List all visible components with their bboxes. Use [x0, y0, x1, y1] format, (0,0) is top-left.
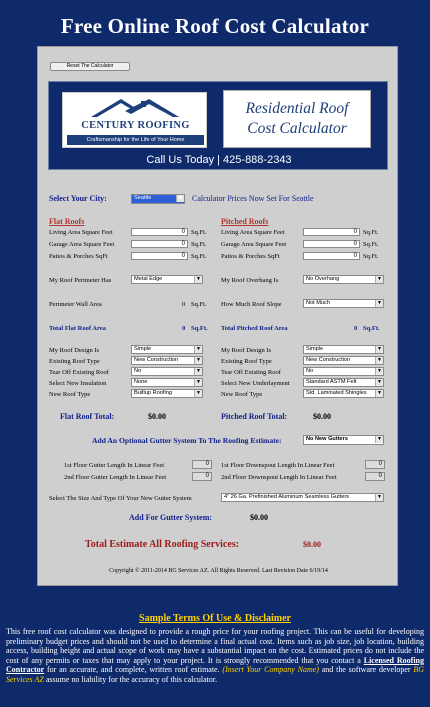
calculator-panel [37, 46, 398, 586]
chevron-down-icon: ▼ [194, 357, 202, 364]
pitched-patio-unit: Sq.Ft. [363, 253, 379, 260]
pitched-total-area-label: Total Pitched Roof Area [221, 325, 288, 332]
second-downspout-label: 2nd Floor Downspout Length In Linear Feet [221, 474, 337, 481]
flat-wall-value: 0 [182, 301, 186, 308]
gutter-type-select[interactable] [221, 493, 384, 502]
company-name-placeholder: (Insert Your Company Name) [222, 665, 319, 674]
city-select-value: Seattle [134, 195, 152, 201]
pitched-design-value: Simple [306, 346, 324, 352]
flat-roofs-heading: Flat Roofs [49, 217, 85, 226]
pitched-design-label: My Roof Design Is [221, 347, 272, 354]
terms-paragraph-4: assume no liability for the accuracy of this calculator. [45, 674, 218, 684]
chevron-down-icon: ▼ [194, 276, 202, 283]
terms-paragraph-3: and the software developer [321, 665, 411, 674]
second-gutter-input[interactable]: 0 [192, 472, 212, 481]
gutter-type-value: 4" 26 Ga. Prefinished Aluminum Seamless Gutters [224, 494, 350, 500]
flat-newtype-label: New Roof Type [49, 391, 91, 398]
grand-total-label: Total Estimate All Roofing Services: [85, 539, 240, 550]
flat-total-area-label: Total Flat Roof Area [49, 325, 106, 332]
terms-paragraph-1: This free roof cost calculator was designed to provide a rough price for your roofing project. This can be useful for developing preliminary budget prices and should not be used to determine a final actual cost. Items such as job size, job location, building access, building height and actual scope of work may have a substantial impact on the cost. Estimated prices do not include the cost of any permits or taxes that may apply to your project. It is strongly recommended that you contact a [6, 627, 424, 665]
gutter-total-value: $0.00 [250, 513, 268, 522]
chevron-down-icon: ▼ [375, 276, 383, 283]
terms-body [6, 627, 424, 684]
pitched-garage-input[interactable]: 0 [303, 240, 360, 248]
flat-perimeter-value: Metal Edge [134, 276, 163, 282]
flat-insulation-label: Select New Insulation [49, 380, 107, 387]
pitched-overhang-label: My Roof Overhang Is [221, 277, 279, 284]
flat-perimeter-select[interactable] [131, 275, 203, 284]
pitched-patio-label: Patios & Porches SqFt [221, 253, 280, 260]
pitched-slope-label: How Much Roof Slope [221, 301, 282, 308]
flat-design-label: My Roof Design Is [49, 347, 100, 354]
chevron-down-icon: ▼ [375, 379, 383, 386]
gutter-select[interactable] [303, 435, 384, 445]
pitched-living-input[interactable]: 0 [303, 228, 360, 236]
calc-title-line1: Residential Roof [245, 100, 349, 117]
century-roofing-logo [62, 92, 207, 148]
second-downspout-input[interactable]: 0 [365, 472, 385, 481]
flat-newtype-value: Builtup Roofing [134, 390, 172, 396]
pitched-existing-select[interactable] [303, 356, 384, 365]
flat-design-select[interactable] [131, 345, 203, 354]
flat-existing-select[interactable] [131, 356, 203, 365]
pitched-total-area-value: 0 [354, 325, 358, 332]
first-gutter-label: 1st Floor Gutter Length In Linear Feet [64, 462, 165, 469]
gutter-prompt: Add An Optional Gutter System To The Roofing Estimate: [92, 436, 282, 445]
call-us-phone: Call Us Today | 425-888-2343 [146, 154, 292, 166]
pitched-tearoff-value: No [306, 368, 314, 374]
city-select[interactable] [131, 194, 185, 204]
chevron-down-icon: ▼ [375, 494, 383, 501]
flat-garage-label: Garage Area Square Feet [49, 241, 115, 248]
flat-existing-label: Existing Roof Type [49, 358, 100, 365]
reset-button[interactable]: Reset The Calculator [50, 62, 130, 71]
second-gutter-label: 2nd Floor Gutter Length In Linear Feet [64, 474, 167, 481]
flat-living-input[interactable]: 0 [131, 228, 188, 236]
calculator-title-box [223, 90, 371, 148]
pitched-cost-value: $0.00 [313, 412, 331, 421]
pitched-cost-label: Pitched Roof Total: [221, 412, 288, 421]
chevron-down-icon: ▼ [194, 346, 202, 353]
pitched-garage-label: Garage Area Square Feet [221, 241, 287, 248]
first-downspout-label: 1st Floor Downspout Length In Linear Feet [221, 462, 335, 469]
pitched-tearoff-select[interactable] [303, 367, 384, 376]
pitched-living-unit: Sq.Ft. [363, 229, 379, 236]
chevron-down-icon: ▼ [176, 195, 184, 202]
city-note: Calculator Prices Now Set For Seattle [192, 194, 314, 203]
calc-title-line2: Cost Calculator [247, 120, 347, 137]
flat-wall-unit: Sq.Ft. [191, 301, 207, 308]
flat-living-label: Living Area Square Feet [49, 229, 113, 236]
pitched-slope-value: Not Much [306, 300, 330, 306]
grand-total-value: $0.00 [303, 540, 321, 549]
flat-total-area-unit: Sq.Ft. [191, 325, 208, 332]
flat-wall-label: Perimeter Wall Area [49, 301, 102, 308]
page-title: Free Online Roof Cost Calculator [60, 14, 370, 38]
pitched-garage-unit: Sq.Ft. [363, 241, 379, 248]
flat-cost-label: Flat Roof Total: [60, 412, 115, 421]
chevron-down-icon: ▼ [194, 379, 202, 386]
gutter-total-label: Add For Gutter System: [129, 513, 213, 522]
first-gutter-input[interactable]: 0 [192, 460, 212, 469]
flat-patio-unit: Sq.Ft. [191, 253, 207, 260]
roof-logo-icon [85, 95, 185, 121]
pitched-underlayment-select[interactable] [303, 378, 384, 387]
flat-living-unit: Sq.Ft. [191, 229, 207, 236]
city-label: Select Your City: [49, 194, 107, 203]
flat-garage-input[interactable]: 0 [131, 240, 188, 248]
copyright-text: Copyright © 2011-2014 BG Services AZ. All Rights Reserved. Last Revision Date 6/19/14 [109, 568, 328, 574]
gutter-select-value: No New Gutters [306, 436, 348, 442]
pitched-existing-value: New Construction [306, 357, 351, 363]
pitched-living-label: Living Area Square Feet [221, 229, 285, 236]
chevron-down-icon: ▼ [375, 300, 383, 307]
flat-total-area-value: 0 [182, 325, 186, 332]
pitched-design-select[interactable] [303, 345, 384, 354]
logo-tagline: Craftsmanship for the Life of Your Home [67, 135, 204, 145]
chevron-down-icon: ▼ [375, 436, 383, 443]
pitched-total-area-unit: Sq.Ft. [363, 325, 380, 332]
chevron-down-icon: ▼ [194, 368, 202, 375]
chevron-down-icon: ▼ [194, 390, 202, 397]
logo-name: CENTURY ROOFING [81, 120, 190, 131]
pitched-newtype-select[interactable] [303, 389, 384, 398]
developer-name: BG Services AZ [6, 665, 425, 684]
pitched-newtype-label: New Roof Type [221, 391, 263, 398]
pitched-existing-label: Existing Roof Type [221, 358, 272, 365]
flat-tearoff-select[interactable] [131, 367, 203, 376]
flat-insulation-value: None [134, 379, 148, 385]
pitched-slope-select[interactable] [303, 299, 384, 308]
chevron-down-icon: ▼ [375, 390, 383, 397]
flat-garage-unit: Sq.Ft. [191, 241, 207, 248]
terms-title: Sample Terms Of Use & Disclaimer [139, 613, 291, 624]
flat-design-value: Simple [134, 346, 152, 352]
chevron-down-icon: ▼ [375, 346, 383, 353]
banner [48, 81, 388, 170]
pitched-overhang-value: No Overhang [306, 276, 340, 282]
flat-patio-input[interactable]: 0 [131, 252, 188, 260]
chevron-down-icon: ▼ [375, 357, 383, 364]
pitched-tearoff-label: Tear Off Existing Roof [221, 369, 281, 376]
licensed-contractor-link[interactable]: Licensed Roofing Contractor [6, 655, 425, 674]
flat-patio-label: Patios & Porches SqFt [49, 253, 108, 260]
flat-tearoff-value: No [134, 368, 142, 374]
first-downspout-input[interactable]: 0 [365, 460, 385, 469]
pitched-underlayment-label: Select New Underlayment [221, 380, 290, 387]
chevron-down-icon: ▼ [375, 368, 383, 375]
flat-insulation-select[interactable] [131, 378, 203, 387]
pitched-patio-input[interactable]: 0 [303, 252, 360, 260]
pitched-underlayment-value: Standard ASTM Felt [306, 379, 357, 385]
pitched-roofs-heading: Pitched Roofs [221, 217, 269, 226]
flat-perimeter-label: My Roof Perimeter Has [49, 277, 112, 284]
pitched-overhang-select[interactable] [303, 275, 384, 284]
gutter-type-label: Select The Size And Type Of Your New Gutter System [49, 495, 192, 502]
pitched-newtype-value: Std. Laminated Shingles [306, 390, 367, 396]
flat-existing-value: New Construction [134, 357, 179, 363]
flat-cost-value: $0.00 [148, 412, 166, 421]
flat-newtype-select[interactable] [131, 389, 203, 398]
terms-paragraph-2: for an accurate, and complete, written roof estimate. [47, 665, 220, 674]
flat-tearoff-label: Tear Off Existing Roof [49, 369, 109, 376]
